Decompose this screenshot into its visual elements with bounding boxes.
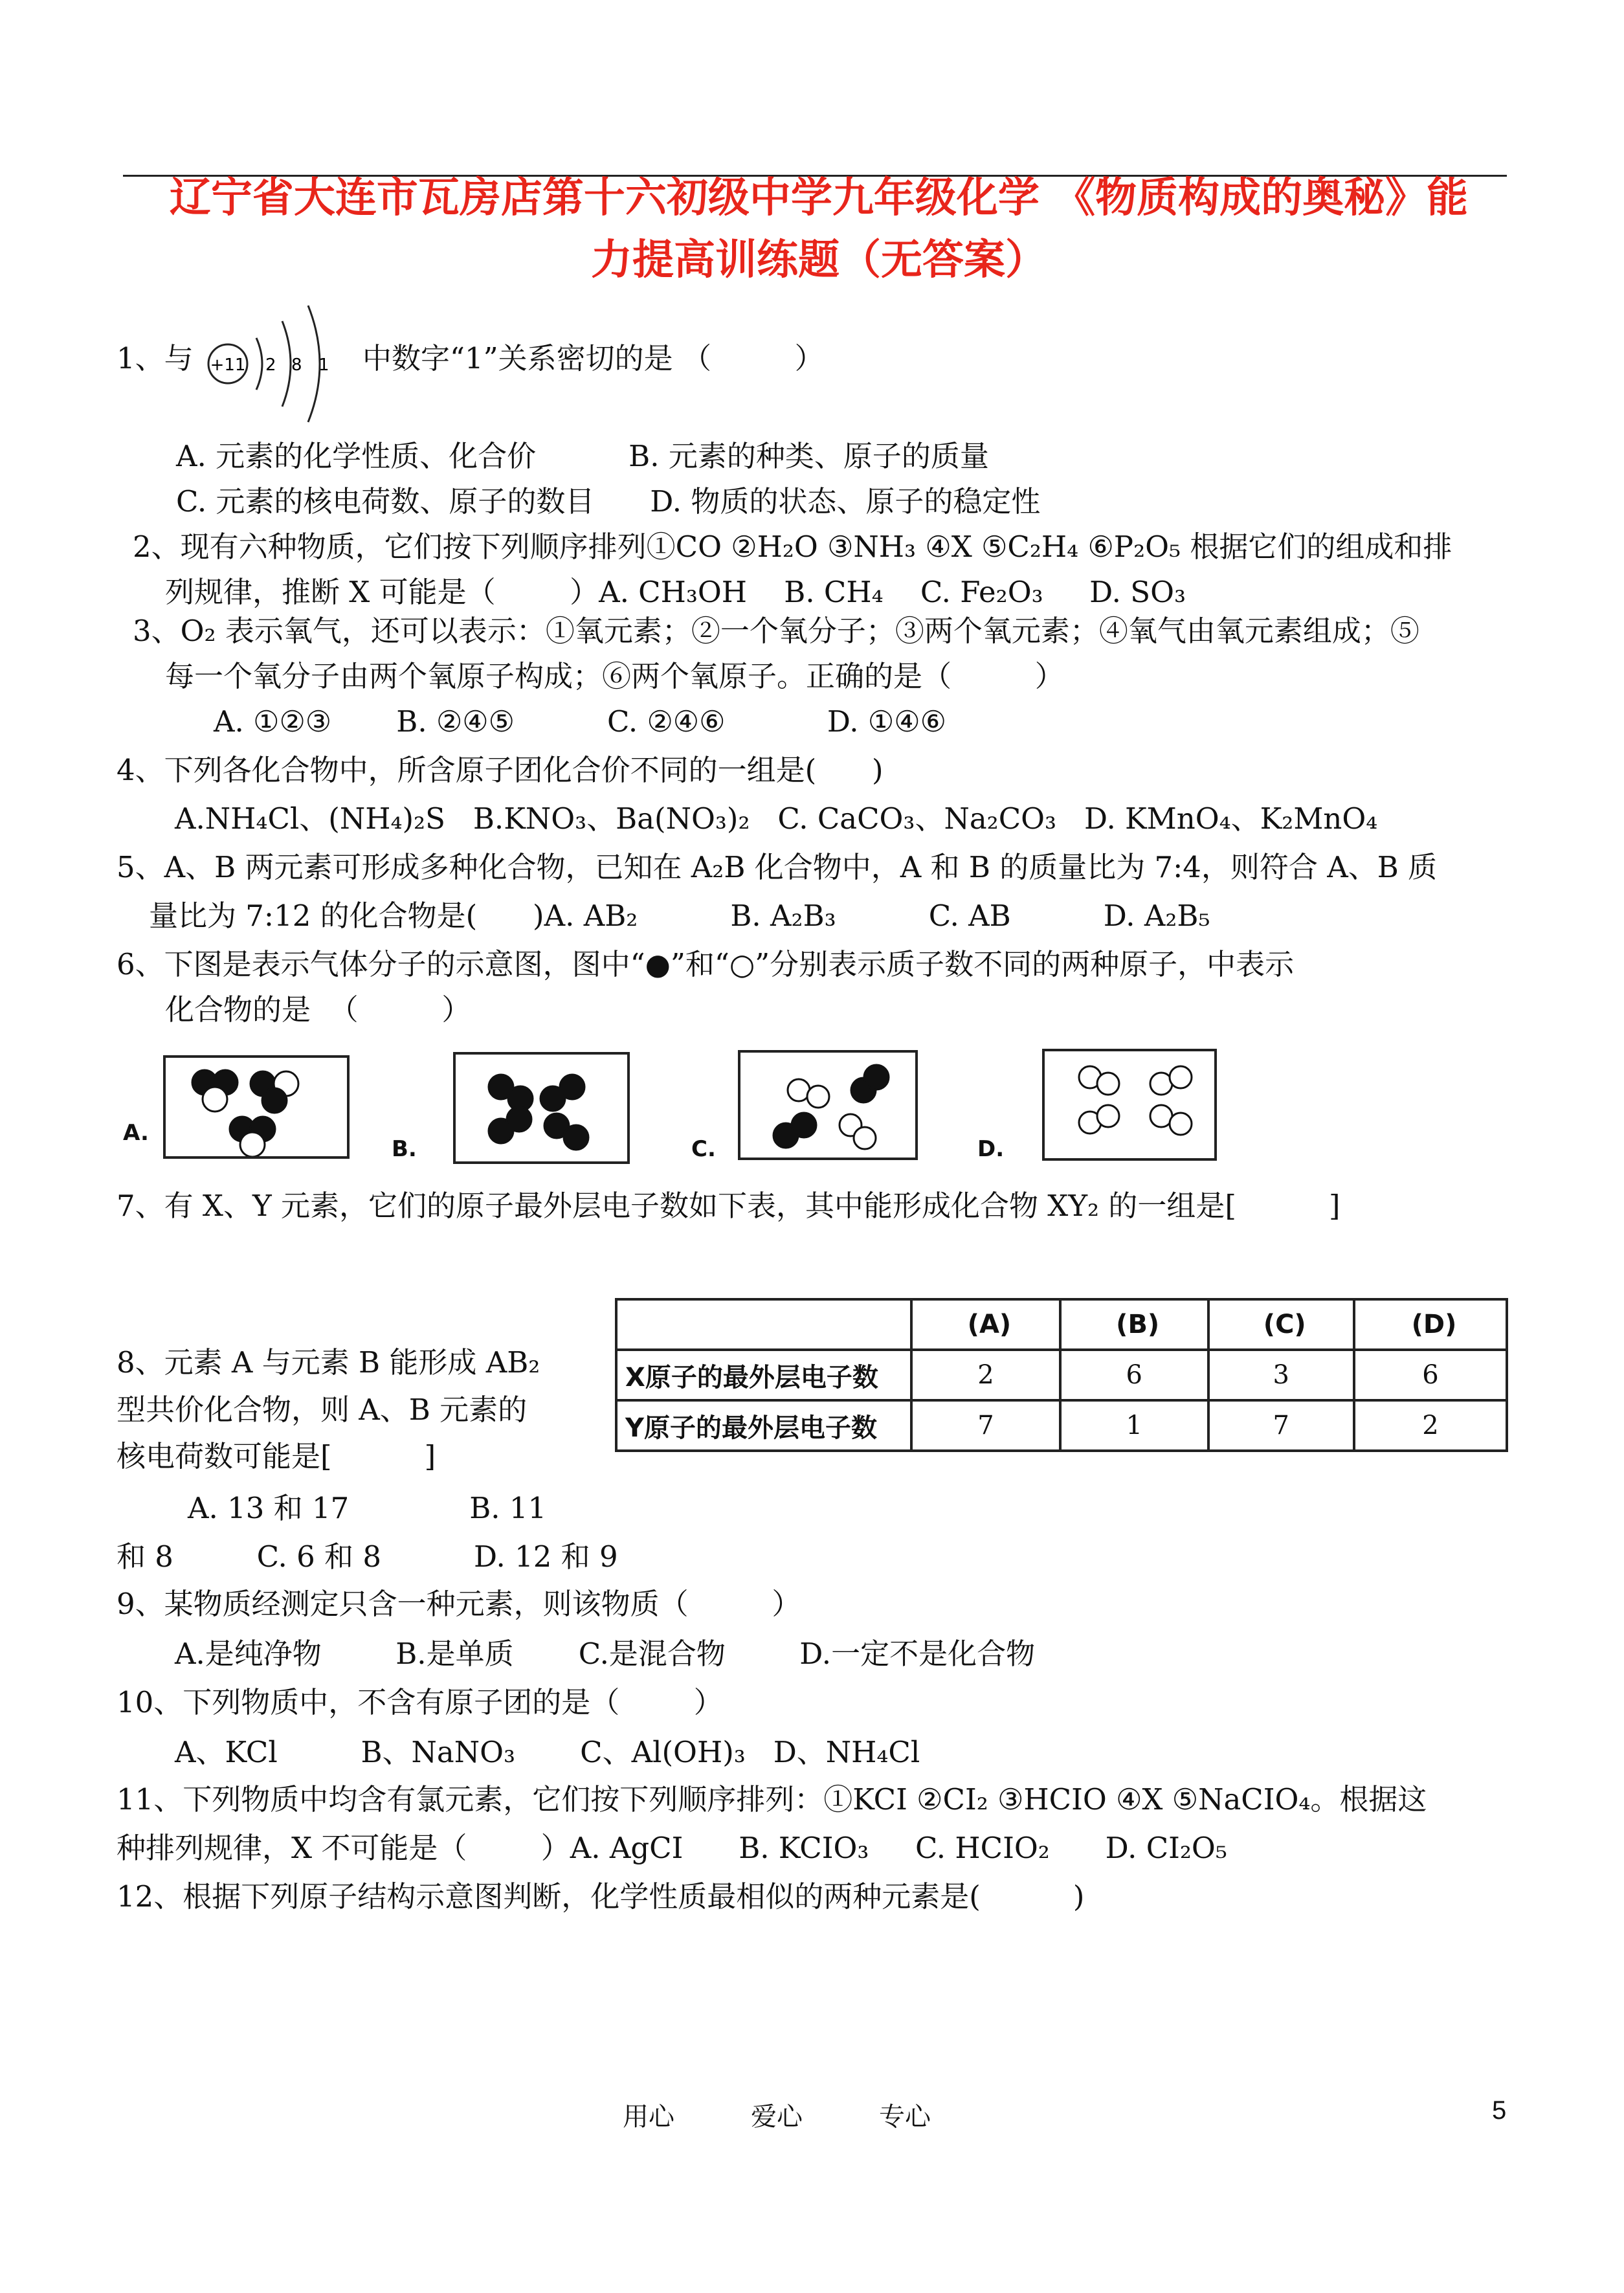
- table-header: (C): [1208, 1299, 1355, 1350]
- table-cell: 1: [1060, 1400, 1208, 1451]
- q1-before: 1、与: [117, 341, 194, 375]
- page-number: 5: [1492, 2096, 1507, 2125]
- table-header: (B): [1060, 1299, 1208, 1350]
- q2-line2: 列规律，推断 X 可能是（ ）A. CH₃OH B. CH₄ C. Fe₂O₃ D. SO₃: [165, 575, 1186, 609]
- nucleus-label: +11: [210, 355, 246, 375]
- molecule-b-graphic: [456, 1055, 627, 1161]
- row-label: Y原子的最外层电子数: [616, 1400, 911, 1451]
- q3-options: A. ①②③ B. ②④⑤ C. ②④⑥ D. ①④⑥: [214, 704, 946, 739]
- electron-table: [615, 1298, 1508, 1452]
- table-cell: 2: [1354, 1400, 1507, 1451]
- shell1-label: 2: [265, 355, 276, 375]
- q8-line3: 核电荷数可能是[ ]: [117, 1439, 436, 1473]
- shell3-label: 1: [318, 355, 329, 375]
- table-row: [616, 1350, 1507, 1400]
- q10-stem: 10、下列物质中，不含有原子团的是（ ）: [117, 1685, 723, 1719]
- table-header-row: [616, 1299, 1507, 1350]
- q3-line1: 3、O₂ 表示氧气，还可以表示：①氧元素；②一个氧分子；③两个氧元素；④氧气由氧元素组成；⑤: [133, 614, 1419, 648]
- q12-stem: 12、根据下列原子结构示意图判断，化学性质最相似的两种元素是( ): [117, 1879, 1085, 1914]
- molecule-label-d: D.: [977, 1136, 1005, 1162]
- table-cell: 2: [911, 1350, 1060, 1400]
- table-cell: 6: [1060, 1350, 1208, 1400]
- table-corner: [616, 1299, 911, 1350]
- q6-line2: 化合物的是 （ ）: [165, 992, 471, 1027]
- q2-line1: 2、现有六种物质，它们按下列顺序排列①CO ②H₂O ③NH₃ ④X ⑤C₂H₄ ⑥P₂O₅ 根据它们的组成和排: [133, 530, 1452, 564]
- q4-stem: 4、下列各化合物中，所含原子团化合价不同的一组是( ): [117, 753, 884, 787]
- molecule-box-c: [738, 1050, 918, 1160]
- molecule-c-graphic: [740, 1053, 915, 1158]
- document-title-line1: 辽宁省大连市瓦房店第十六初级中学九年级化学 《物质构成的奥秘》能: [169, 174, 1469, 222]
- table-cell: 3: [1208, 1350, 1355, 1400]
- molecule-d-graphic: [1045, 1051, 1214, 1158]
- table-header: (A): [911, 1299, 1060, 1350]
- molecule-box-d: [1042, 1049, 1217, 1161]
- footer-motto-3: 专心: [879, 2102, 931, 2132]
- molecule-a-graphic: [166, 1058, 347, 1156]
- q8-line5: 和 8 C. 6 和 8 D. 12 和 9: [117, 1539, 618, 1574]
- molecule-label-c: C.: [691, 1136, 716, 1162]
- q9-options: A.是纯净物 B.是单质 C.是混合物 D.一定不是化合物: [175, 1637, 1036, 1671]
- q5-line1: 5、A、B 两元素可形成多种化合物，已知在 A₂B 化合物中，A 和 B 的质量比为 7:4，则符合 A、B 质: [117, 850, 1438, 884]
- molecule-label-a: A.: [123, 1120, 149, 1146]
- q11-line1: 11、下列物质中均含有氯元素，它们按下列顺序排列：①KCI ②CI₂ ③HCIO ④X ⑤NaCIO₄。根据这: [117, 1782, 1427, 1817]
- q1-stem: 中数字“1”关系密切的是 （ ）: [362, 341, 824, 375]
- row-label: X原子的最外层电子数: [616, 1350, 911, 1400]
- q1-options-1: A. 元素的化学性质、化合价 B. 元素的种类、原子的质量: [176, 439, 989, 473]
- q6-line1: 6、下图是表示气体分子的示意图，图中“●”和“○”分别表示质子数不同的两种原子，中表示: [117, 947, 1295, 981]
- q8-line2: 型共价化合物，则 A、B 元素的: [117, 1393, 528, 1427]
- q11-line2: 种排列规律，X 不可能是（ ）A. AgCI B. KCIO₃ C. HCIO₂ D. CI₂O₅: [117, 1831, 1227, 1865]
- molecule-label-b: B.: [392, 1136, 417, 1162]
- q5-line2: 量比为 7:12 的化合物是( )A. AB₂ B. A₂B₃ C. AB D. A₂B₅: [149, 899, 1210, 933]
- sodium-atom-diagram: [201, 291, 362, 427]
- table-header: (D): [1354, 1299, 1507, 1350]
- q3-line2: 每一个氧分子由两个氧原子构成；⑥两个氧原子。正确的是（ ）: [165, 659, 1064, 693]
- footer-motto-2: 爱心: [751, 2102, 803, 2132]
- q10-options: A、KCl B、NaNO₃ C、Al(OH)₃ D、NH₄Cl: [175, 1735, 920, 1769]
- table-cell: 6: [1354, 1350, 1507, 1400]
- q8-line1: 8、元素 A 与元素 B 能形成 AB₂: [117, 1345, 540, 1380]
- q9-stem: 9、某物质经测定只含一种元素，则该物质（ ）: [117, 1587, 801, 1621]
- q1-options-2: C. 元素的核电荷数、原子的数目 D. 物质的状态、原子的稳定性: [176, 484, 1041, 519]
- document-title-line2: 力提高训练题（无答案）: [591, 236, 1047, 284]
- q7-stem: 7、有 X、Y 元素，它们的原子最外层电子数如下表，其中能形成化合物 XY₂ 的一组是[ ]: [117, 1189, 1340, 1223]
- molecule-box-a: [163, 1055, 350, 1159]
- table-cell: 7: [911, 1400, 1060, 1451]
- shell2-label: 8: [291, 355, 302, 375]
- molecule-box-b: [453, 1052, 630, 1164]
- table-row: [616, 1400, 1507, 1451]
- table-cell: 7: [1208, 1400, 1355, 1451]
- footer-motto-1: 用心: [623, 2102, 674, 2132]
- q8-line4: A. 13 和 17 B. 11: [188, 1491, 547, 1525]
- q4-options: A.NH₄Cl、(NH₄)₂S B.KNO₃、Ba(NO₃)₂ C. CaCO₃、Na₂CO₃ D. KMnO₄、K₂MnO₄: [175, 801, 1378, 836]
